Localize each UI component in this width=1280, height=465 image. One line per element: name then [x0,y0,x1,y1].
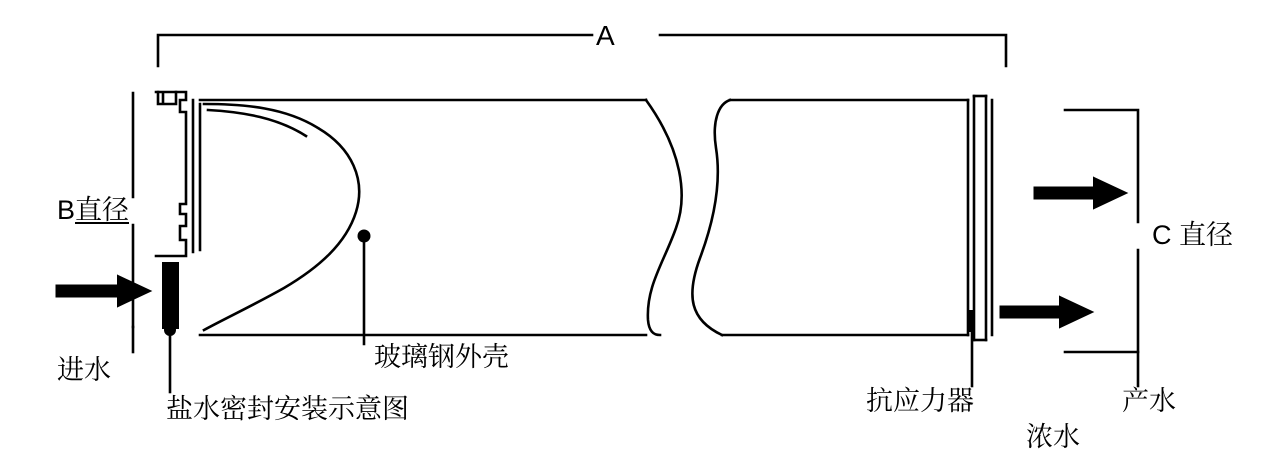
label-thrust-ring: 抗应力器 [866,386,974,416]
vessel-end-cap-left [156,92,200,256]
label-overall-length-a: A [596,20,615,51]
feed-water-arrow [62,276,150,306]
label-diameter-b [57,197,129,224]
dimension-a-bracket [158,35,1006,66]
shell-leader-line [358,230,371,345]
thrust-ring-marker [969,310,975,332]
label-shell: 玻璃钢外壳 [374,342,509,372]
label-feed-water: 进水 [57,355,111,385]
vessel-shell-left [200,100,646,335]
concentrate-arrow [1006,297,1092,327]
shell-break-symbol [646,100,730,335]
label-diameter-b-prefix: B [57,195,76,225]
label-brine-seal: 盐水密封安装示意图 [166,394,409,424]
label-diameter-b-text: 直径 [75,195,130,225]
label-concentrate: 浓水 [1026,422,1080,452]
vessel-end-right [968,96,992,340]
permeate-arrow [1040,178,1126,208]
label-permeate: 产水 [1122,386,1176,416]
vessel-shell-right [722,100,968,335]
brine-seal [163,263,178,336]
head-interior-curve [204,104,359,330]
label-diameter-c: C 直径 [1152,220,1233,250]
